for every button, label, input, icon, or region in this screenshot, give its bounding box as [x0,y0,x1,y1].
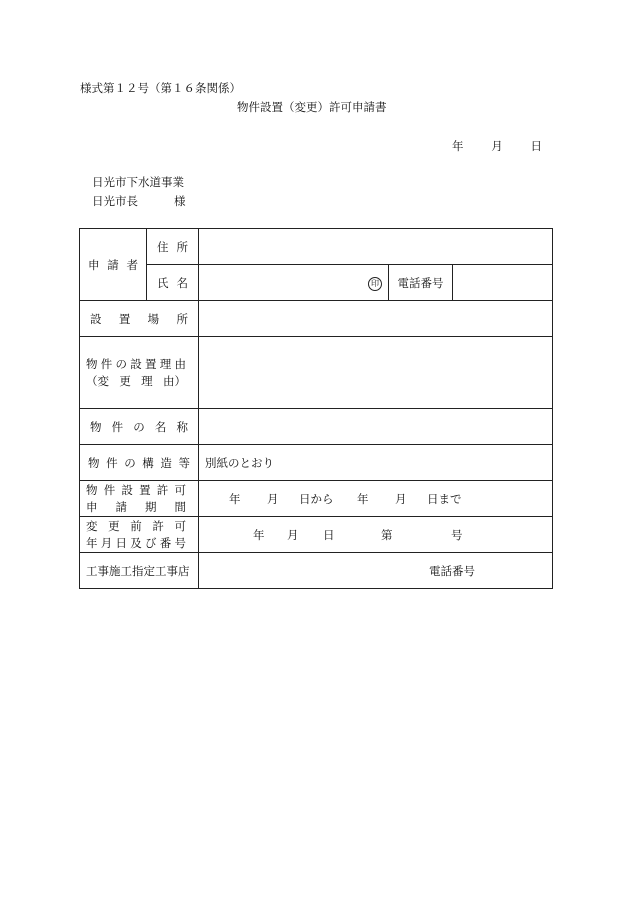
contractor-label: 工事施工指定工事店 [80,553,199,589]
object-name-label: 物 件 の 名 称 [80,409,199,445]
addressee-mayor [92,193,186,209]
period-label: 物 件 設 置 許 可 申 請 期 間 [80,481,199,517]
reason-label: 物 件 の 設 置 理 由 （変 更 理 由） [80,337,199,409]
application-form-table [79,228,553,589]
location-label: 設 置 場 所 [80,301,199,337]
structure-field[interactable]: 別紙のとおり [199,445,553,481]
name-field[interactable] [199,265,389,301]
date-month: 月 [491,139,503,153]
previous-permit-field[interactable]: 年 月 日 第 号 [199,517,553,553]
reason-field[interactable] [199,337,553,409]
document-title: 物件設置（変更）許可申請書 [237,100,387,114]
contractor-field[interactable] [199,553,553,589]
form-number: 様式第１２号（第１６条関係） [80,81,241,95]
previous-permit-label: 変 更 前 許 可 年 月 日 及 び 番 号 [80,517,199,553]
applicant-label: 申 請 者 [80,229,147,301]
date-year: 年 [452,139,464,153]
structure-label: 物 件 の 構 造 等 [80,445,199,481]
date-line [452,138,542,154]
location-field[interactable] [199,301,553,337]
applicant-phone-field[interactable] [453,265,553,301]
date-day: 日 [530,139,542,153]
address-label: 住 所 [147,229,199,265]
period-field[interactable]: 年 月 日から 年 月 日まで [199,481,553,517]
addressee-suffix: 様 [174,194,186,208]
addressee-organization: 日光市下水道事業 [92,175,184,189]
seal-icon: 印 [368,277,382,291]
address-field[interactable] [199,229,553,265]
name-label: 氏 名 [147,265,199,301]
contractor-phone-label: 電話番号 [429,563,475,578]
object-name-field[interactable] [199,409,553,445]
applicant-phone-label: 電話番号 [389,265,453,301]
addressee-name: 日光市長 [92,194,138,208]
